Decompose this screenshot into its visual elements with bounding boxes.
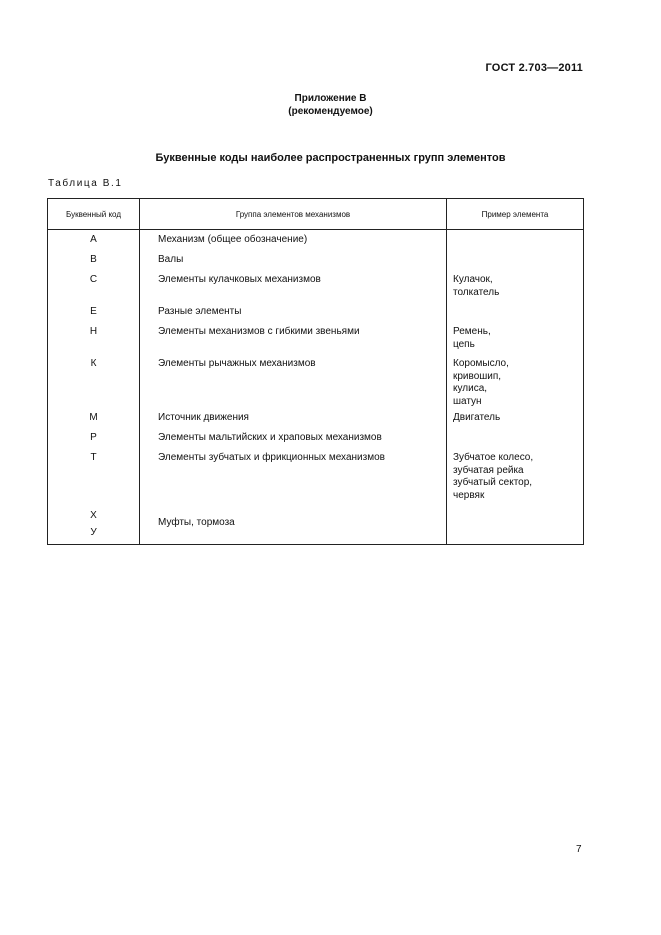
code-cell: К [48, 358, 140, 412]
example-cell [447, 254, 584, 274]
code-cell: В [48, 254, 140, 274]
section-title: Буквенные коды наиболее распространенных групп элементов [155, 152, 506, 164]
code-cell: Т [48, 452, 140, 506]
group-cell: Муфты, тормоза [140, 517, 447, 539]
example-line: Ремень, [453, 326, 491, 337]
example-line: зубчатая рейка [453, 464, 524, 476]
table-row [48, 230, 584, 255]
example-line: кривошип, [453, 370, 502, 382]
table-row [48, 254, 584, 274]
group-cell: Элементы кулачковых механизмов [140, 274, 447, 306]
example-cell [447, 230, 584, 255]
example-line: шатун [453, 395, 482, 407]
example-cell [447, 432, 584, 452]
example-line: Коромысло, [453, 358, 509, 369]
example-cell [447, 358, 584, 412]
column-header-code: Буквенный код [48, 199, 140, 230]
code-cell: Е [48, 306, 140, 326]
example-line: Двигатель [453, 412, 501, 423]
column-header-group: Группа элементов механизмов [140, 199, 447, 230]
code-cell: А [48, 230, 140, 255]
example-line: Кулачок, [453, 274, 493, 285]
table-row [48, 306, 584, 326]
table-row [48, 358, 584, 412]
code-cell: Н [48, 326, 140, 358]
column-header-example: Пример элемента [447, 199, 584, 230]
page-number: 7 [576, 844, 582, 855]
table-row [48, 523, 584, 545]
code-cell: М [48, 412, 140, 432]
example-cell [447, 523, 584, 545]
table-row [48, 326, 584, 358]
table-row [48, 412, 584, 432]
group-cell: Разные элементы [140, 306, 447, 326]
table-row [48, 432, 584, 452]
group-cell: Элементы рычажных механизмов [140, 358, 447, 412]
code-cell: С [48, 274, 140, 306]
codes-table [47, 198, 584, 545]
appendix-note: (рекомендуемое) [288, 106, 373, 117]
example-cell [447, 326, 584, 358]
example-line: Зубчатое колесо, [453, 452, 534, 463]
example-line: кулиса, [453, 383, 488, 394]
code-cell: Х [48, 506, 140, 523]
example-line: толкатель [453, 286, 500, 298]
table-row [48, 274, 584, 306]
table-row [48, 452, 584, 506]
example-cell [447, 306, 584, 326]
group-cell: Механизм (общее обозначение) [140, 230, 447, 255]
code-cell: У [48, 523, 140, 545]
group-cell: Элементы зубчатых и фрикционных механизмов [140, 452, 447, 506]
example-line: червяк [453, 489, 485, 501]
group-cell: Валы [140, 254, 447, 274]
group-cell: Элементы мальтийских и храповых механизмов [140, 432, 447, 452]
example-cell [447, 506, 584, 523]
table-header-row [48, 199, 584, 230]
example-line: зубчатый сектор, [453, 477, 533, 488]
appendix-heading [0, 92, 661, 118]
standard-number: ГОСТ 2.703—2011 [485, 62, 583, 74]
example-cell [447, 274, 584, 306]
group-cell: Элементы механизмов с гибкими звеньями [140, 326, 447, 358]
appendix-title: Приложение В [294, 93, 367, 104]
example-line: цепь [453, 338, 475, 350]
example-cell [447, 452, 584, 506]
example-cell [447, 412, 584, 432]
table-caption: Таблица В.1 [48, 178, 123, 189]
group-cell: Источник движения [140, 412, 447, 432]
code-cell: Р [48, 432, 140, 452]
